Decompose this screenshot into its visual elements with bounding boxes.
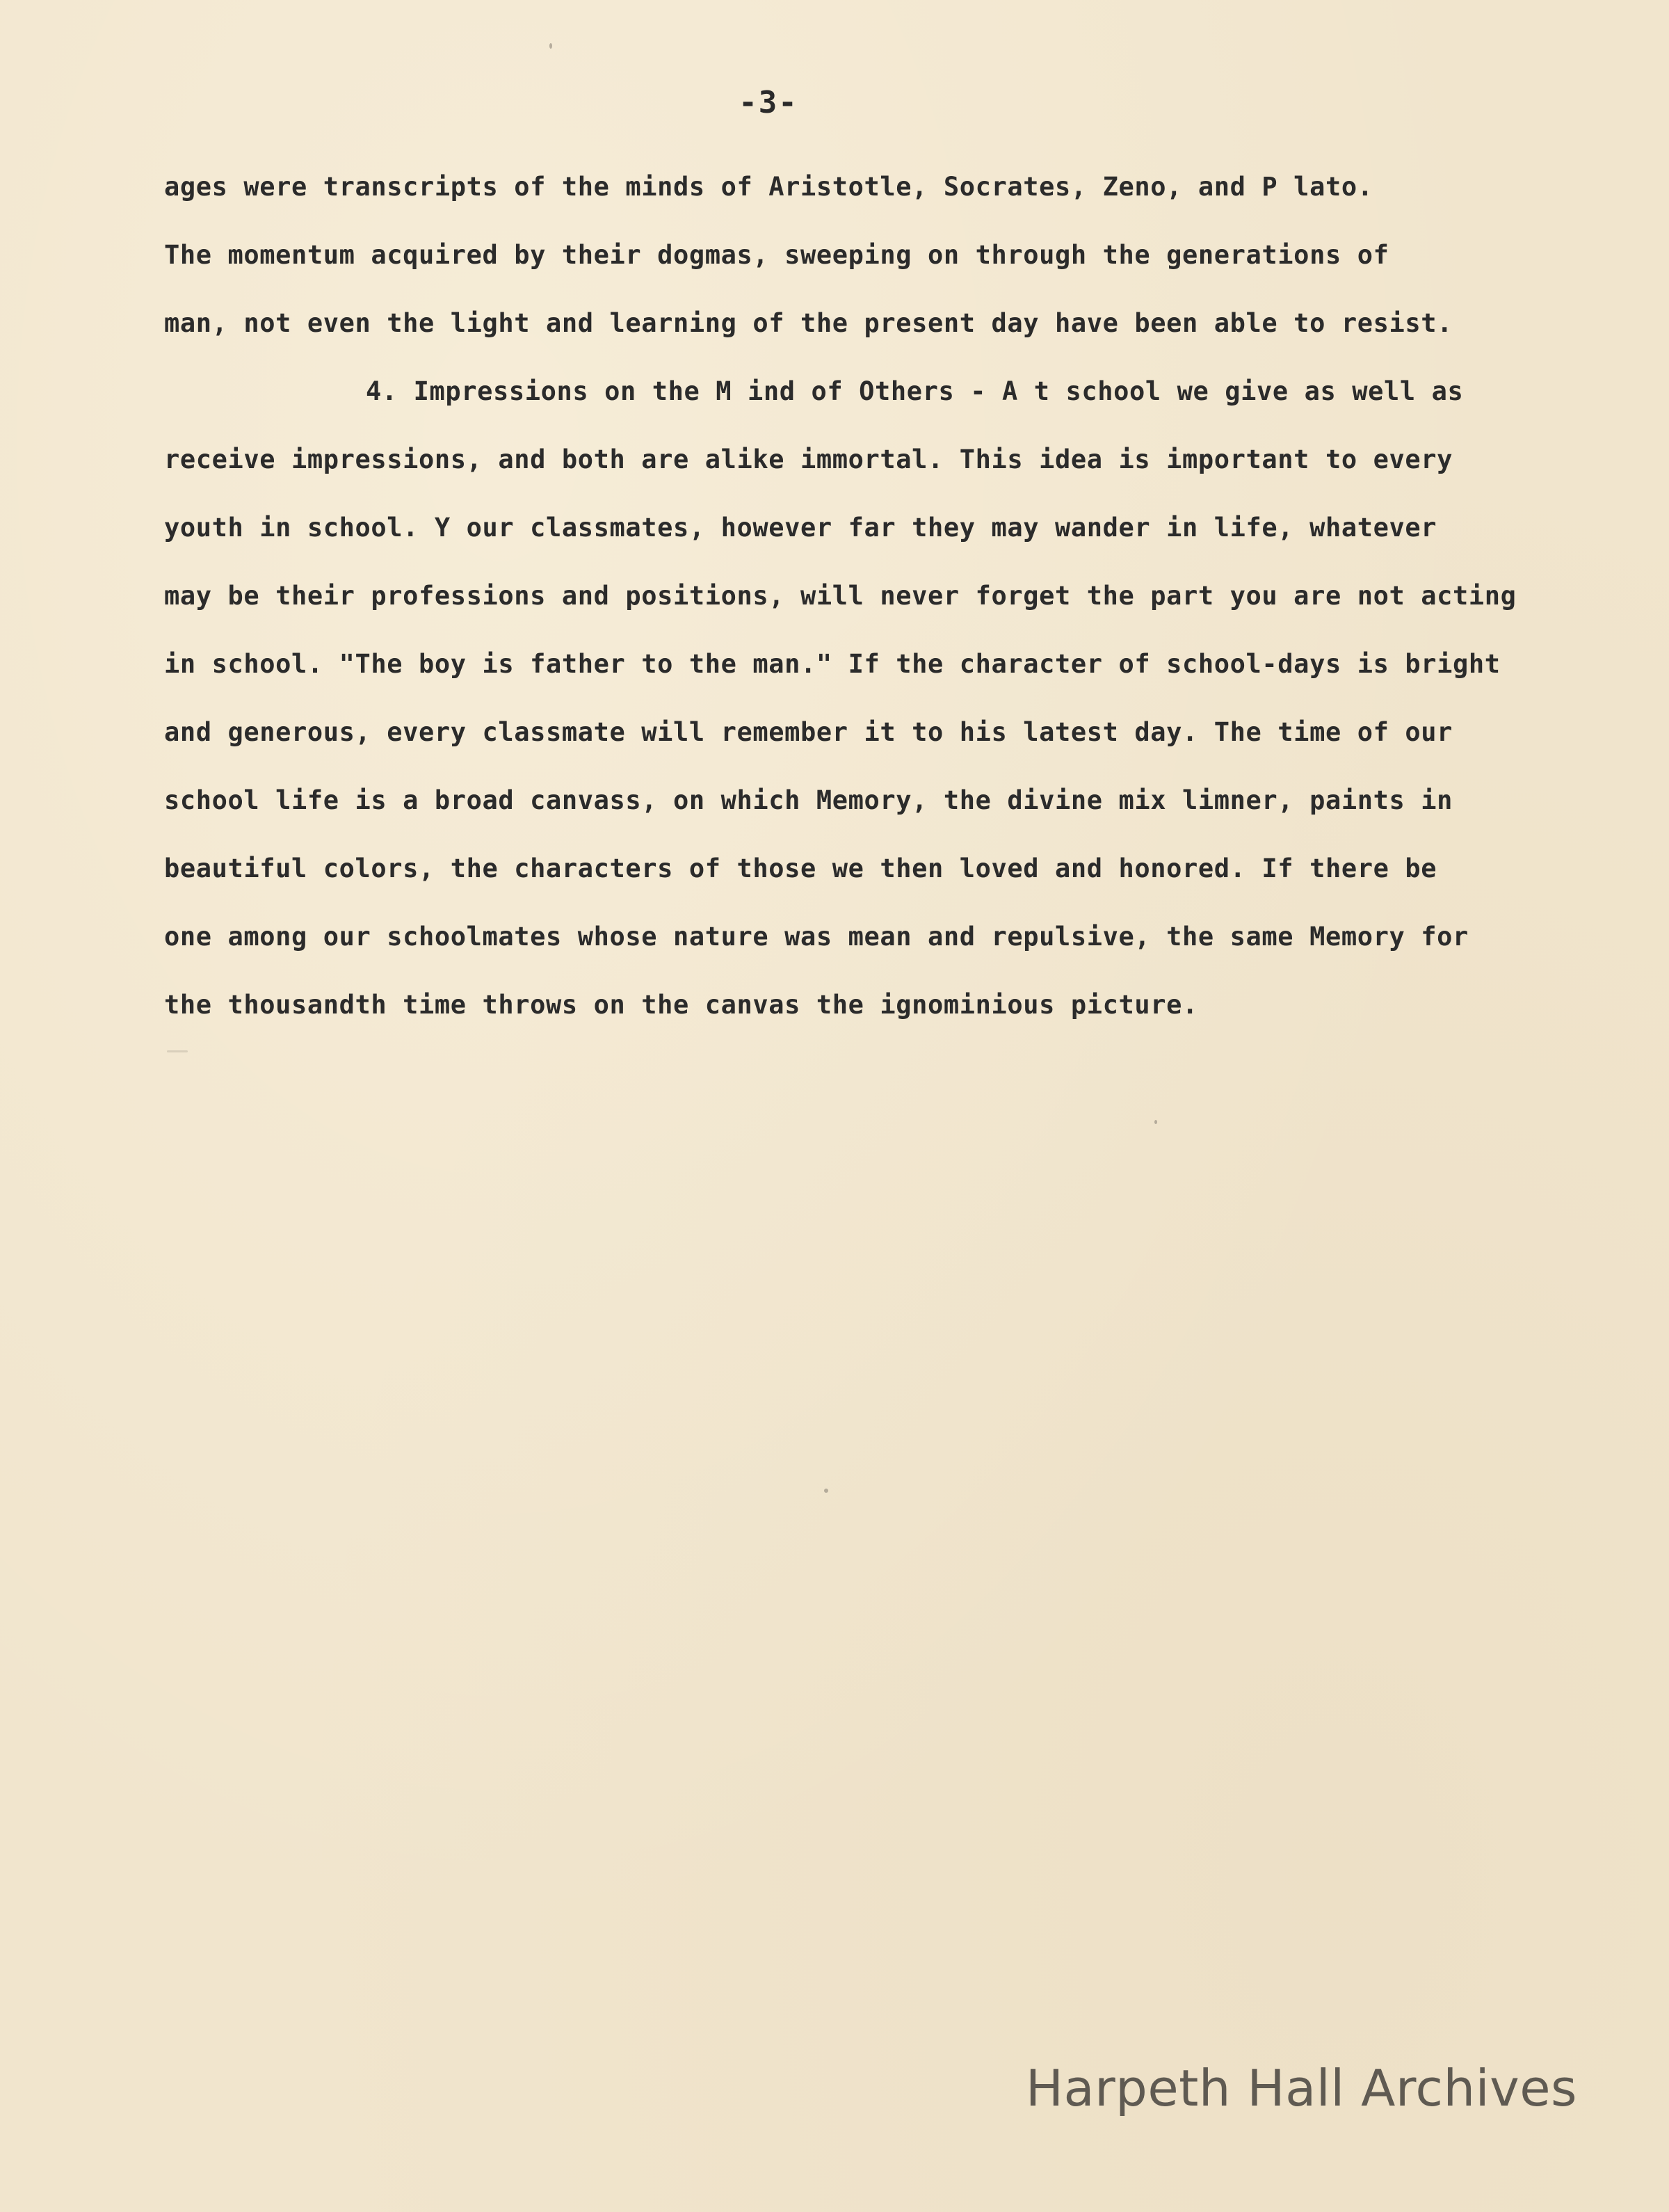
- section-heading-line: 4. Impressions on the M ind of Others - A t school we give as well as: [366, 376, 1464, 406]
- paper-speck: [824, 1489, 828, 1493]
- archive-watermark: Harpeth Hall Archives: [1025, 2059, 1577, 2117]
- text-line: youth in school. Y our classmates, however far they may wander in life, whatever: [164, 513, 1437, 543]
- text-line: one among our schoolmates whose nature was mean and repulsive, the same Memory for: [164, 922, 1469, 952]
- page-number: -3-: [739, 85, 798, 120]
- text-line: may be their professions and positions, will never forget the part you are not acting: [164, 581, 1517, 611]
- paper-speck: [1154, 1120, 1157, 1124]
- paper-speck: [167, 1050, 188, 1052]
- text-line: and generous, every classmate will remember it to his latest day. The time of our: [164, 717, 1453, 747]
- typed-body-text: [164, 153, 1645, 1039]
- text-line: school life is a broad canvass, on which Memory, the divine mix limner, paints in: [164, 785, 1453, 815]
- text-line: ages were transcripts of the minds of Aristotle, Socrates, Zeno, and P lato.: [164, 172, 1373, 202]
- text-line: receive impressions, and both are alike immortal. This idea is important to every: [164, 444, 1453, 474]
- text-line: beautiful colors, the characters of those we then loved and honored. If there be: [164, 853, 1437, 883]
- text-line: The momentum acquired by their dogmas, sweeping on through the generations of: [164, 240, 1389, 270]
- text-line: in school. "The boy is father to the man." If the character of school-days is bright: [164, 649, 1501, 679]
- paper-speck: [549, 43, 552, 49]
- text-line: man, not even the light and learning of the present day have been able to resist.: [164, 308, 1453, 338]
- text-line: the thousandth time throws on the canvas the ignominious picture.: [164, 990, 1198, 1020]
